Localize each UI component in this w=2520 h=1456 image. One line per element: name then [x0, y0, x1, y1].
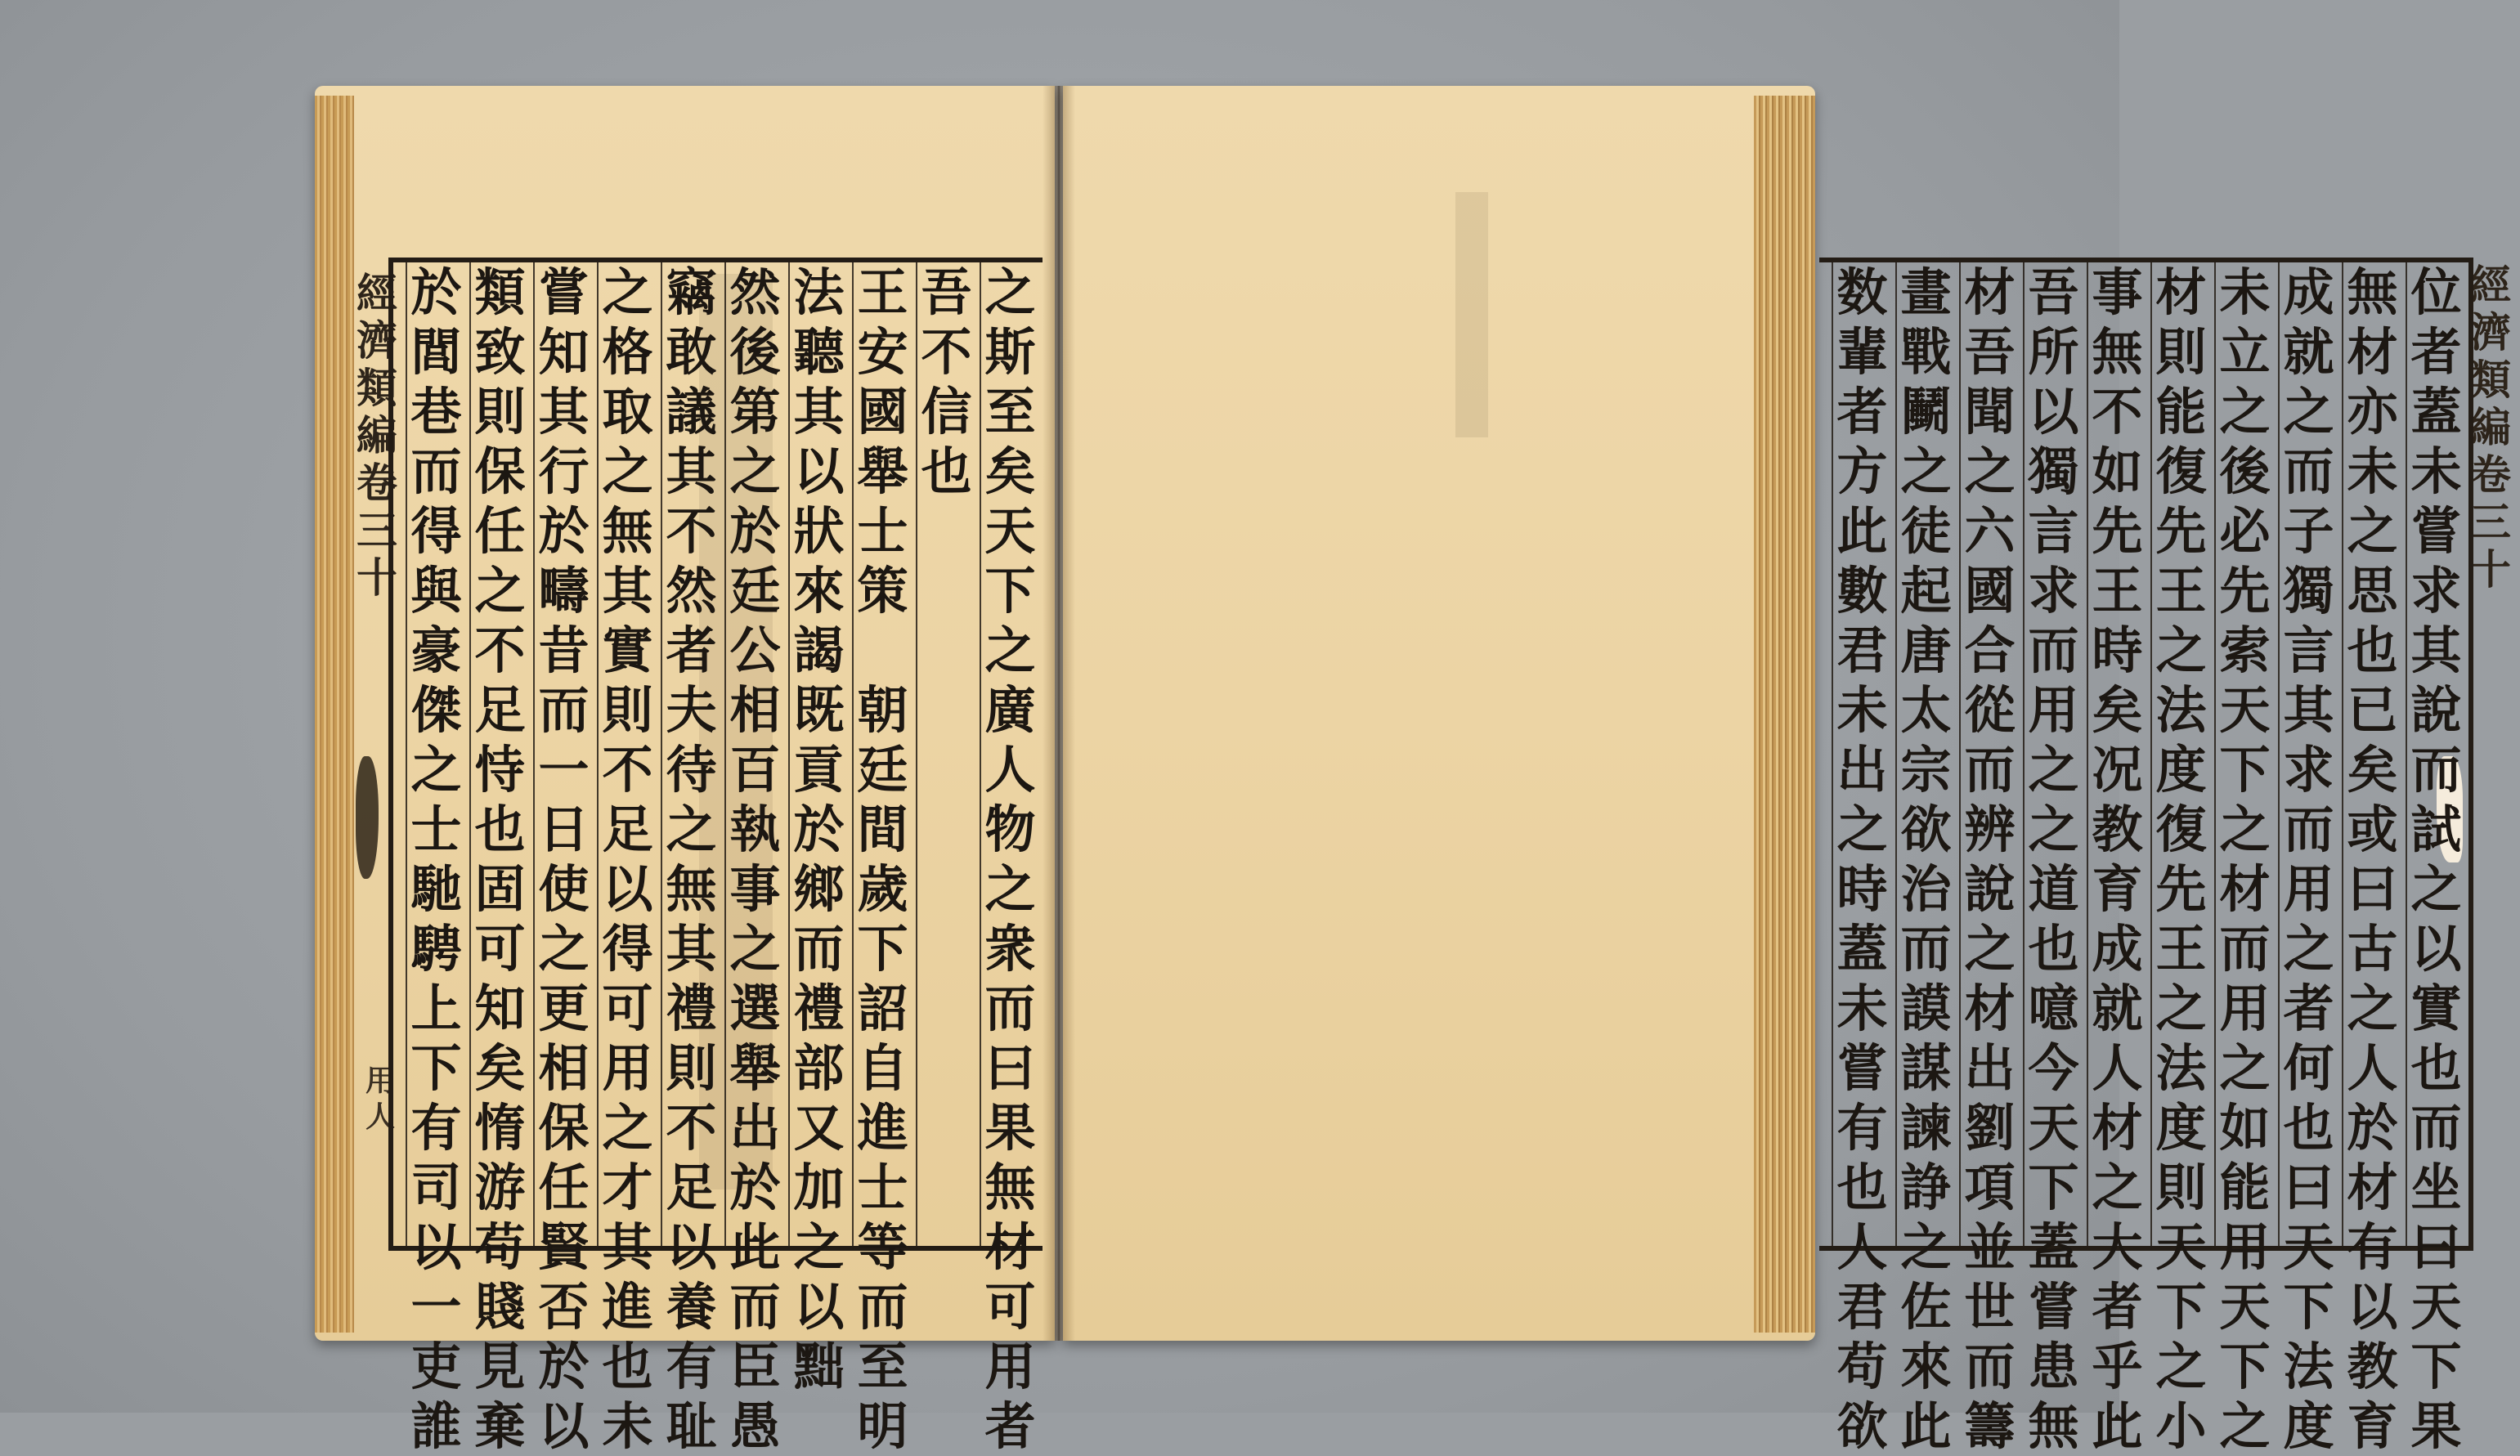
- text-column: 王 安 國 舉 士 策 朝 廷 間 歲 下 詔 自 進 士 等 而 至 明: [852, 262, 912, 1246]
- margin-character: 十: [356, 553, 397, 602]
- text-column: 嘗 知 其 行 於 疇 昔 而 一 日 使 之 更 相 保 任 賢 否 於 以: [533, 262, 593, 1246]
- margin-character: 濟: [2470, 308, 2511, 356]
- left-page: [315, 86, 1055, 1456]
- text-column: 位 者 蓋 未 嘗 求 其 說 而 試 之 以 實 也 而 坐 曰 天 下 果: [2406, 262, 2465, 1246]
- open-book: [315, 86, 2511, 1456]
- margin-character: 類: [356, 364, 397, 412]
- text-column: 之 格 取 之 無 其 實 則 不 足 以 得 可 用 之 才 其 進 也 未: [597, 262, 657, 1246]
- margin-character: 編: [2470, 403, 2511, 451]
- worm-hole: [356, 756, 379, 879]
- text-column: 吾 所 以 獨 言 求 而 用 之 之 道 也 噫 今 天 下 蓋 嘗 患 無: [2023, 262, 2083, 1246]
- text-column: 材 則 能 復 先 王 之 法 度 復 先 王 之 法 度 則 天 下 之 小: [2150, 262, 2210, 1246]
- margin-character: 用: [365, 1064, 395, 1098]
- text-column: 於 閭 巷 而 得 與 豪 傑 之 士 馳 騁 上 下 有 司 以 一 吏 誰: [406, 262, 465, 1246]
- book-gutter: [1043, 86, 1075, 1341]
- text-column: 無 材 亦 未 之 思 也 已 矣 或 曰 古 之 人 於 材 有 以 教 育: [2342, 262, 2401, 1246]
- margin-character: 經: [356, 269, 397, 317]
- text-column: 類 致 則 保 任 之 不 足 恃 也 固 可 知 矣 惰 游 苟 賤 見 棄: [469, 262, 529, 1246]
- text-column: 材 吾 聞 之 六 國 合 從 而 辨 說 之 材 出 劉 項 並 世 而 籌: [1959, 262, 2019, 1246]
- margin-character: 經: [2470, 261, 2511, 309]
- text-column: 竊 敢 議 其 不 然 者 夫 待 之 無 其 禮 則 不 足 以 養 有 耻: [661, 262, 720, 1246]
- right-text-frame: [1819, 258, 2473, 1456]
- text-column: 之 斯 至 矣 天 下 之 廣 人 物 之 衆 而 曰 果 無 材 可 用 者: [980, 262, 1039, 1246]
- margin-character: 卷: [356, 459, 397, 507]
- margin-character: 人: [365, 1100, 395, 1134]
- margin-character: 類: [2470, 356, 2511, 404]
- margin-character: 濟: [356, 316, 397, 365]
- text-column: 畫 戰 鬭 之 徒 起 唐 太 宗 欲 治 而 謨 謀 諫 諍 之 佐 來 此: [1895, 262, 1955, 1246]
- margin-character: 三: [356, 506, 397, 554]
- margin-character: 編: [356, 411, 397, 459]
- right-page-edges: [1754, 96, 1815, 1333]
- text-column: 数 輩 者 方 此 數 君 未 出 之 時 蓋 未 嘗 有 也 人 君 苟 欲: [1832, 262, 1891, 1246]
- text-column: 吾 不 信 也: [916, 262, 975, 1246]
- text-column: 然 後 第 之 於 廷 公 相 百 執 事 之 選 舉 出 於 此 而 臣 愚: [724, 262, 784, 1246]
- margin-character: 三: [2470, 498, 2511, 546]
- text-column: 未 立 之 後 必 先 索 天 下 之 材 而 用 之 如 能 用 天 下 之: [2214, 262, 2274, 1246]
- text-column: 法 聽 其 以 狀 來 謁 既 貢 於 鄉 而 禮 部 又 加 之 以 黜: [788, 262, 848, 1246]
- right-page: [1063, 86, 2511, 1456]
- text-column: 成 就 之 而 子 獨 言 其 求 而 用 之 者 何 也 曰 天 下 法 度: [2278, 262, 2338, 1246]
- left-text-frame: [388, 258, 1043, 1456]
- text-column: 事 無 不 如 先 王 時 矣 况 教 育 成 就 人 材 之 大 者 乎 此: [2087, 262, 2146, 1246]
- margin-character: 十: [2470, 545, 2511, 594]
- margin-character: 卷: [2470, 450, 2511, 499]
